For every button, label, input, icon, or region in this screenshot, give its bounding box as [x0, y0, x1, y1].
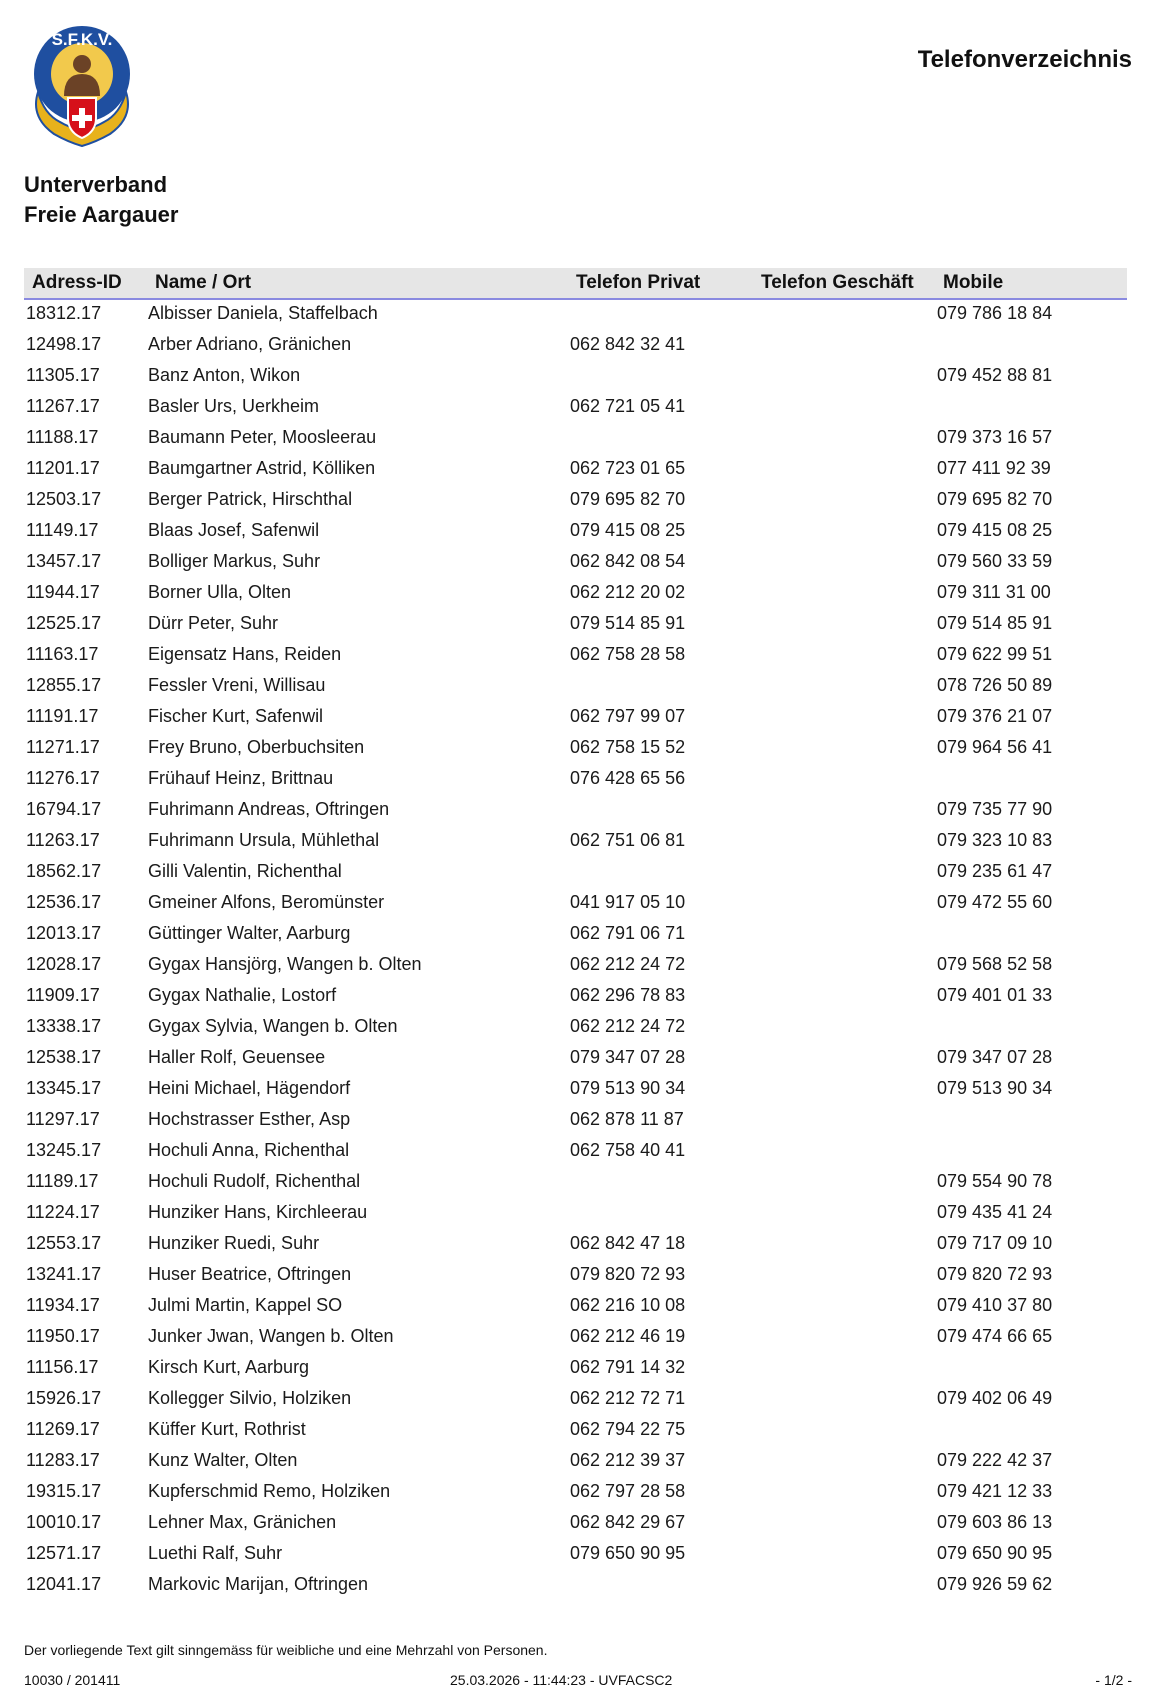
- cell-mobile: 079 235 61 47: [937, 861, 1053, 881]
- cell-mobile: 079 695 82 70: [937, 489, 1053, 509]
- cell-mobile: 079 474 66 65: [937, 1326, 1053, 1346]
- cell-mobile: 079 514 85 91: [937, 613, 1053, 633]
- cell-adress-id: 12498.17: [26, 334, 102, 354]
- cell-name-ort: Hochstrasser Esther, Asp: [148, 1109, 351, 1129]
- cell-name-ort: Blaas Josef, Safenwil: [148, 520, 320, 540]
- cell-adress-id: 18312.17: [26, 303, 102, 323]
- phone-directory-table: [24, 268, 1127, 1602]
- cell-name-ort: Albisser Daniela, Staffelbach: [148, 303, 378, 323]
- cell-name-ort: Hunziker Ruedi, Suhr: [148, 1233, 320, 1253]
- cell-mobile: 079 650 90 95: [937, 1543, 1053, 1563]
- cell-name-ort: Borner Ulla, Olten: [148, 582, 292, 602]
- cell-name-ort: Luethi Ralf, Suhr: [148, 1543, 283, 1563]
- cell-adress-id: 12041.17: [26, 1574, 102, 1594]
- logo-lettering: S.F.K.V.: [51, 30, 113, 49]
- table-row: [24, 517, 1127, 548]
- cell-mobile: 079 376 21 07: [937, 706, 1053, 726]
- cell-adress-id: 13457.17: [26, 551, 102, 571]
- table-row: [24, 1106, 1127, 1137]
- cell-adress-id: 12013.17: [26, 923, 102, 943]
- footer-note: Der vorliegende Text gilt sinngemäss für weibliche und eine Mehrzahl von Personen.: [24, 1642, 548, 1658]
- cell-adress-id: 12855.17: [26, 675, 102, 695]
- cell-telefon-privat: 041 917 05 10: [570, 892, 686, 912]
- cell-telefon-privat: 062 296 78 83: [570, 985, 686, 1005]
- cell-name-ort: Julmi Martin, Kappel SO: [148, 1295, 343, 1315]
- cell-name-ort: Fessler Vreni, Willisau: [148, 675, 326, 695]
- cell-name-ort: Fischer Kurt, Safenwil: [148, 706, 324, 726]
- cell-adress-id: 11909.17: [26, 985, 100, 1005]
- cell-adress-id: 10010.17: [26, 1512, 102, 1532]
- cell-adress-id: 18562.17: [26, 861, 102, 881]
- cell-name-ort: Hochuli Rudolf, Richenthal: [148, 1171, 361, 1191]
- cell-name-ort: Frühauf Heinz, Brittnau: [148, 768, 334, 788]
- cell-telefon-privat: 062 797 99 07: [570, 706, 686, 726]
- table-row: [24, 1385, 1127, 1416]
- table-row: [24, 486, 1127, 517]
- cell-telefon-privat: 062 212 72 71: [570, 1388, 686, 1408]
- cell-name-ort: Hochuli Anna, Richenthal: [148, 1140, 350, 1160]
- cell-name-ort: Gmeiner Alfons, Beromünster: [148, 892, 385, 912]
- cell-adress-id: 15926.17: [26, 1388, 102, 1408]
- table-row: [24, 1509, 1127, 1540]
- cell-telefon-privat: 062 212 24 72: [570, 954, 686, 974]
- cell-name-ort: Fuhrimann Andreas, Oftringen: [148, 799, 390, 819]
- page-number: - 1/2 -: [1095, 1672, 1132, 1688]
- table-row: [24, 424, 1127, 455]
- cell-mobile: 079 421 12 33: [937, 1481, 1053, 1501]
- cell-mobile: 079 717 09 10: [937, 1233, 1053, 1253]
- cell-mobile: 079 472 55 60: [937, 892, 1053, 912]
- cell-name-ort: Gilli Valentin, Richenthal: [148, 861, 342, 881]
- table-row: [24, 1354, 1127, 1385]
- cell-mobile: 079 735 77 90: [937, 799, 1053, 819]
- cell-telefon-privat: 079 650 90 95: [570, 1543, 686, 1563]
- cell-mobile: 079 452 88 81: [937, 365, 1053, 385]
- cell-telefon-privat: 062 842 08 54: [570, 551, 686, 571]
- cell-adress-id: 11188.17: [26, 427, 99, 447]
- cell-mobile: 079 311 31 00: [937, 582, 1051, 602]
- cell-telefon-privat: 062 842 29 67: [570, 1512, 686, 1532]
- table-row: [24, 300, 1127, 331]
- page-title: Telefonverzeichnis: [917, 46, 1132, 73]
- cell-name-ort: Kupferschmid Remo, Holziken: [148, 1481, 391, 1501]
- column-header-telefon-privat: Telefon Privat: [576, 272, 701, 293]
- cell-name-ort: Basler Urs, Uerkheim: [148, 396, 320, 416]
- cell-mobile: 079 347 07 28: [937, 1047, 1053, 1067]
- table-body: [24, 300, 1127, 1602]
- cell-telefon-privat: 079 820 72 93: [570, 1264, 686, 1284]
- cell-adress-id: 11191.17: [26, 706, 99, 726]
- cell-telefon-privat: 062 791 06 71: [570, 923, 686, 943]
- table-row: [24, 672, 1127, 703]
- table-row: [24, 1416, 1127, 1447]
- cell-mobile: 079 323 10 83: [937, 830, 1053, 850]
- cell-name-ort: Kirsch Kurt, Aarburg: [148, 1357, 310, 1377]
- table-row: [24, 796, 1127, 827]
- cell-mobile: 079 820 72 93: [937, 1264, 1053, 1284]
- cell-name-ort: Baumann Peter, Moosleerau: [148, 427, 377, 447]
- table-row: [24, 1323, 1127, 1354]
- cell-mobile: 079 513 90 34: [937, 1078, 1053, 1098]
- cell-adress-id: 16794.17: [26, 799, 102, 819]
- cell-mobile: 079 622 99 51: [937, 644, 1053, 664]
- cell-telefon-privat: 062 721 05 41: [570, 396, 686, 416]
- cell-adress-id: 11156.17: [26, 1357, 99, 1377]
- column-header-name-ort: Name / Ort: [155, 272, 252, 293]
- cell-adress-id: 11276.17: [26, 768, 100, 788]
- cell-adress-id: 12525.17: [26, 613, 102, 633]
- cell-telefon-privat: 062 842 32 41: [570, 334, 686, 354]
- cell-name-ort: Gygax Nathalie, Lostorf: [148, 985, 337, 1005]
- table-row: [24, 765, 1127, 796]
- cell-mobile: 079 222 42 37: [937, 1450, 1053, 1470]
- cell-adress-id: 13245.17: [26, 1140, 102, 1160]
- table-row: [24, 1447, 1127, 1478]
- cell-adress-id: 11224.17: [26, 1202, 100, 1222]
- cell-adress-id: 11297.17: [26, 1109, 100, 1129]
- table-row: [24, 920, 1127, 951]
- cell-adress-id: 12536.17: [26, 892, 102, 912]
- table-row: [24, 827, 1127, 858]
- cell-adress-id: 13241.17: [26, 1264, 102, 1284]
- cell-name-ort: Huser Beatrice, Oftringen: [148, 1264, 352, 1284]
- table-row: [24, 641, 1127, 672]
- footer-reference: 10030 / 201411: [24, 1672, 121, 1688]
- column-header-telefon-geschaeft: Telefon Geschäft: [761, 272, 914, 293]
- cell-name-ort: Dürr Peter, Suhr: [148, 613, 279, 633]
- cell-adress-id: 13345.17: [26, 1078, 102, 1098]
- cell-name-ort: Gygax Hansjörg, Wangen b. Olten: [148, 954, 422, 974]
- cell-mobile: 079 786 18 84: [937, 303, 1053, 323]
- cell-mobile: 077 411 92 39: [937, 458, 1051, 478]
- cell-mobile: 079 410 37 80: [937, 1295, 1053, 1315]
- cell-name-ort: Fuhrimann Ursula, Mühlethal: [148, 830, 380, 850]
- table-row: [24, 548, 1127, 579]
- cell-mobile: 079 560 33 59: [937, 551, 1053, 571]
- cell-telefon-privat: 079 514 85 91: [570, 613, 686, 633]
- table-row: [24, 1230, 1127, 1261]
- table-row: [24, 1075, 1127, 1106]
- cell-telefon-privat: 062 751 06 81: [570, 830, 686, 850]
- cell-adress-id: 11263.17: [26, 830, 100, 850]
- cell-name-ort: Kunz Walter, Olten: [148, 1450, 298, 1470]
- cell-telefon-privat: 079 347 07 28: [570, 1047, 686, 1067]
- cell-adress-id: 13338.17: [26, 1016, 102, 1036]
- table-row: [24, 1013, 1127, 1044]
- cell-name-ort: Arber Adriano, Gränichen: [148, 334, 352, 354]
- cell-adress-id: 11163.17: [26, 644, 99, 664]
- footer-timestamp: 25.03.2026 - 11:44:23 - UVFACSC2: [450, 1672, 673, 1688]
- org-line-2: Freie Aargauer: [24, 202, 179, 227]
- cell-adress-id: 11189.17: [26, 1171, 99, 1191]
- table-row: [24, 1137, 1127, 1168]
- cell-mobile: 079 964 56 41: [937, 737, 1053, 757]
- table-row: [24, 331, 1127, 362]
- sfkv-logo: [24, 22, 140, 148]
- cell-name-ort: Eigensatz Hans, Reiden: [148, 644, 342, 664]
- table-row: [24, 1199, 1127, 1230]
- cell-name-ort: Heini Michael, Hägendorf: [148, 1078, 351, 1098]
- cell-name-ort: Markovic Marijan, Oftringen: [148, 1574, 369, 1594]
- cell-telefon-privat: 062 878 11 87: [570, 1109, 684, 1129]
- cell-telefon-privat: 062 797 28 58: [570, 1481, 686, 1501]
- cell-telefon-privat: 062 212 39 37: [570, 1450, 686, 1470]
- cell-name-ort: Kollegger Silvio, Holziken: [148, 1388, 352, 1408]
- cell-telefon-privat: 062 212 46 19: [570, 1326, 686, 1346]
- cell-telefon-privat: 062 212 24 72: [570, 1016, 686, 1036]
- cell-name-ort: Junker Jwan, Wangen b. Olten: [148, 1326, 394, 1346]
- cell-telefon-privat: 062 842 47 18: [570, 1233, 686, 1253]
- cell-mobile: 079 926 59 62: [937, 1574, 1053, 1594]
- cell-name-ort: Frey Bruno, Oberbuchsiten: [148, 737, 365, 757]
- cell-adress-id: 11283.17: [26, 1450, 100, 1470]
- table-row: [24, 951, 1127, 982]
- cell-name-ort: Hunziker Hans, Kirchleerau: [148, 1202, 368, 1222]
- cell-name-ort: Gygax Sylvia, Wangen b. Olten: [148, 1016, 398, 1036]
- cell-telefon-privat: 076 428 65 56: [570, 768, 686, 788]
- cell-mobile: 079 435 41 24: [937, 1202, 1053, 1222]
- cell-telefon-privat: 062 723 01 65: [570, 458, 686, 478]
- cell-adress-id: 11271.17: [26, 737, 100, 757]
- table-row: [24, 362, 1127, 393]
- table-row: [24, 455, 1127, 486]
- cell-mobile: 078 726 50 89: [937, 675, 1053, 695]
- table-row: [24, 858, 1127, 889]
- cell-telefon-privat: 062 216 10 08: [570, 1295, 686, 1315]
- cell-telefon-privat: 079 695 82 70: [570, 489, 686, 509]
- cell-mobile: 079 568 52 58: [937, 954, 1053, 974]
- table-row: [24, 1540, 1127, 1571]
- cell-adress-id: 11944.17: [26, 582, 100, 602]
- table-row: [24, 1292, 1127, 1323]
- cell-telefon-privat: 062 758 15 52: [570, 737, 686, 757]
- cell-mobile: 079 603 86 13: [937, 1512, 1053, 1532]
- table-row: [24, 1478, 1127, 1509]
- table-row: [24, 1044, 1127, 1075]
- cell-telefon-privat: 062 758 28 58: [570, 644, 686, 664]
- cell-adress-id: 12553.17: [26, 1233, 102, 1253]
- cell-adress-id: 12028.17: [26, 954, 102, 974]
- cell-name-ort: Baumgartner Astrid, Kölliken: [148, 458, 376, 478]
- cell-adress-id: 11950.17: [26, 1326, 100, 1346]
- table-row: [24, 610, 1127, 641]
- table-row: [24, 703, 1127, 734]
- column-header-mobile: Mobile: [943, 272, 1004, 293]
- table-row: [24, 1571, 1127, 1602]
- cell-telefon-privat: 062 212 20 02: [570, 582, 686, 602]
- cell-adress-id: 12503.17: [26, 489, 102, 509]
- org-line-1: Unterverband: [24, 172, 168, 197]
- cell-mobile: 079 402 06 49: [937, 1388, 1053, 1408]
- column-header-adress-id: Adress-ID: [32, 272, 122, 293]
- cell-name-ort: Lehner Max, Gränichen: [148, 1512, 337, 1532]
- cell-adress-id: 11267.17: [26, 396, 100, 416]
- cell-name-ort: Küffer Kurt, Rothrist: [148, 1419, 306, 1439]
- table-header: [24, 268, 1127, 300]
- cell-adress-id: 12538.17: [26, 1047, 102, 1067]
- table-row: [24, 734, 1127, 765]
- cell-name-ort: Berger Patrick, Hirschthal: [148, 489, 353, 509]
- cell-telefon-privat: 079 513 90 34: [570, 1078, 686, 1098]
- table-row: [24, 889, 1127, 920]
- cell-name-ort: Haller Rolf, Geuensee: [148, 1047, 326, 1067]
- cell-telefon-privat: 062 794 22 75: [570, 1419, 686, 1439]
- cell-telefon-privat: 062 758 40 41: [570, 1140, 686, 1160]
- organization-name: [24, 170, 178, 230]
- table-row: [24, 579, 1127, 610]
- cell-adress-id: 11201.17: [26, 458, 100, 478]
- cell-mobile: 079 554 90 78: [937, 1171, 1053, 1191]
- cell-name-ort: Güttinger Walter, Aarburg: [148, 923, 351, 943]
- cell-mobile: 079 415 08 25: [937, 520, 1053, 540]
- cell-adress-id: 11305.17: [26, 365, 100, 385]
- table-row: [24, 393, 1127, 424]
- cell-adress-id: 11149.17: [26, 520, 99, 540]
- cell-adress-id: 12571.17: [26, 1543, 102, 1563]
- cell-name-ort: Bolliger Markus, Suhr: [148, 551, 321, 571]
- cell-adress-id: 11934.17: [26, 1295, 100, 1315]
- table-row: [24, 982, 1127, 1013]
- cell-mobile: 079 373 16 57: [937, 427, 1053, 447]
- table-row: [24, 1168, 1127, 1199]
- cell-name-ort: Banz Anton, Wikon: [148, 365, 301, 385]
- cell-mobile: 079 401 01 33: [937, 985, 1053, 1005]
- cell-telefon-privat: 079 415 08 25: [570, 520, 686, 540]
- cell-telefon-privat: 062 791 14 32: [570, 1357, 686, 1377]
- table-row: [24, 1261, 1127, 1292]
- cell-adress-id: 19315.17: [26, 1481, 102, 1501]
- cell-adress-id: 11269.17: [26, 1419, 100, 1439]
